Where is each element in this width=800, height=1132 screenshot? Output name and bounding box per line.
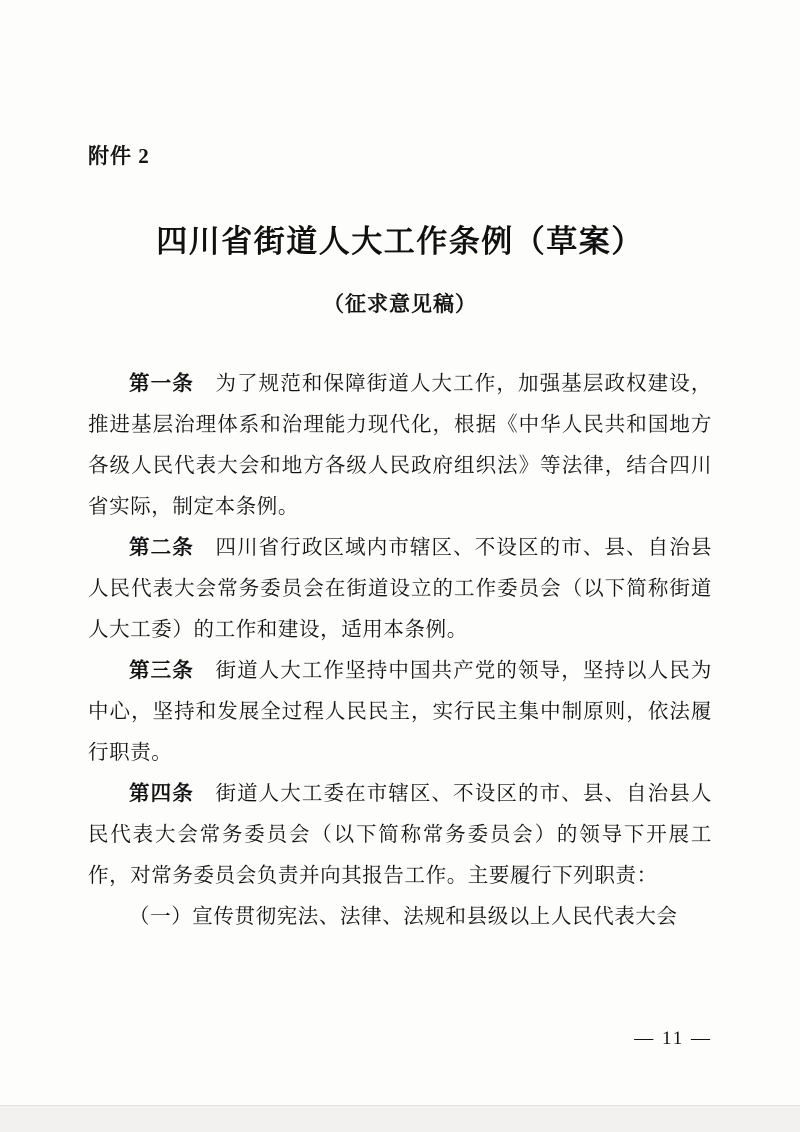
article-paragraph (88, 528, 712, 651)
document-body (88, 364, 712, 938)
article-text: 街道人大工委在市辖区、不设区的市、县、自治县人民代表大会常务委员会（以下简称常务委员会）的领导下开展工作，对常务委员会负责并向其报告工作。主要履行下列职责： (88, 783, 712, 888)
article-text: 街道人大工作坚持中国共产党的领导，坚持以人民为中心，坚持和发展全过程人民民主，实行民主集中制原则，依法履行职责。 (88, 660, 712, 765)
page-number: — 11 — (634, 1028, 712, 1049)
paper-edge (0, 1105, 800, 1132)
article-text: 四川省行政区域内市辖区、不设区的市、县、自治县人民代表大会常务委员会在街道设立的工作委员会（以下简称街道人大工委）的工作和建设，适用本条例。 (88, 537, 712, 642)
article-text: 为了规范和保障街道人大工作，加强基层政权建设，推进基层治理体系和治理能力现代化，根据《中华人民共和国地方各级人民代表大会和地方各级人民政府组织法》等法律，结合四川省实际，制定本条例。 (88, 373, 712, 519)
article-paragraph (88, 364, 712, 528)
article-text: （一）宣传贯彻宪法、法律、法规和县级以上人民代表大会 (129, 906, 678, 929)
page-title: 四川省街道人大工作条例（草案） (156, 224, 644, 259)
article-number: 第二条 (129, 537, 194, 560)
document-subtitle: （征求意见稿） (323, 292, 477, 317)
article-paragraph (88, 774, 712, 897)
page-content (88, 140, 712, 938)
article-number: 第三条 (129, 660, 194, 683)
article-number: 第四条 (129, 783, 194, 806)
attachment-label: 附件 2 (88, 144, 150, 168)
article-paragraph (88, 897, 712, 938)
article-number: 第一条 (129, 373, 194, 396)
article-paragraph (88, 651, 712, 774)
